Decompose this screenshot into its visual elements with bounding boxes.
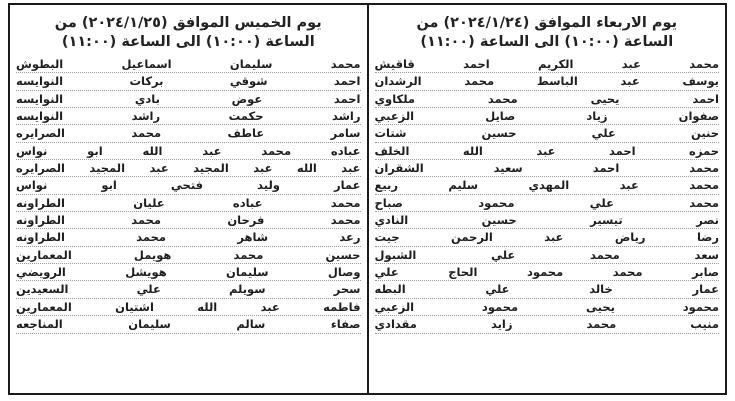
name-row: محمد سليمان اسماعيل البطوش bbox=[16, 56, 361, 73]
name-row: محمد عبد المهدي سليم ربيع bbox=[375, 177, 720, 194]
name-row: عمار خالد علي البطه bbox=[375, 281, 720, 298]
name-row: احمد يحيى محمد ملكاوي bbox=[375, 91, 720, 108]
name-row: محمد احمد سعيد الشقران bbox=[375, 160, 720, 177]
column-header bbox=[16, 5, 361, 56]
name-row: منيب محمد زايد مقدادي bbox=[375, 316, 720, 333]
name-row: نصر تيسير حسين النادي bbox=[375, 212, 720, 229]
name-row: سامر عاطف محمد الصرايره bbox=[16, 125, 361, 142]
name-row: احمد شوقي بركات النوايسه bbox=[16, 73, 361, 90]
header-time-line: الساعة (١٠:٠٠) الى الساعة (١١:٠٠) bbox=[420, 34, 674, 50]
name-row: حمزه احمد عبد الله الخلف bbox=[375, 143, 720, 160]
header-date-line: يوم الخميس الموافق (٢٠٢٤/١/٢٥) من bbox=[54, 15, 322, 31]
name-row: صفوان زياد صايل الزعبي bbox=[375, 108, 720, 125]
name-row: محمد عباده عليان الطراونه bbox=[16, 195, 361, 212]
name-row: محمد عبد الكريم احمد قاقيش bbox=[375, 56, 720, 73]
name-row: محمد فرحان محمد الطراونه bbox=[16, 212, 361, 229]
name-row: عباده محمد عبد الله ابو نواس bbox=[16, 143, 361, 160]
name-row: محمود يحيى محمود الزعبي bbox=[375, 299, 720, 316]
name-row: عمار وليد فتحي ابو نواس bbox=[16, 177, 361, 194]
name-row: رضا رياض عبد الرحمن جيت bbox=[375, 229, 720, 246]
column-header bbox=[375, 5, 720, 56]
column-thursday bbox=[10, 5, 369, 393]
name-row: محمد علي محمود صباح bbox=[375, 195, 720, 212]
name-row: سعد محمد علي الشبول bbox=[375, 247, 720, 264]
names-list bbox=[375, 56, 720, 334]
name-row: فاطمه عبد الله اشتيان المعمارين bbox=[16, 299, 361, 316]
names-list bbox=[16, 56, 361, 334]
name-row: حنين علي حسين شتات bbox=[375, 125, 720, 142]
header-time-line: الساعة (١٠:٠٠) الى الساعة (١١:٠٠) bbox=[61, 34, 315, 50]
name-row: صابر محمد محمود الحاج علي bbox=[375, 264, 720, 281]
name-row: راشد حكمت راشد النوايسه bbox=[16, 108, 361, 125]
name-row: وصال سليمان هويشل الرويضي bbox=[16, 264, 361, 281]
name-row: حسين محمد هويمل المعمارين bbox=[16, 247, 361, 264]
name-row: رعد شاهر محمد الطراونه bbox=[16, 229, 361, 246]
announcement-frame bbox=[8, 3, 727, 395]
column-wednesday bbox=[369, 5, 726, 393]
name-row: عبد الله عبد المجيد عبد المجيد الصرايره bbox=[16, 160, 361, 177]
name-row: احمد عوض بادي النوايسه bbox=[16, 91, 361, 108]
name-row: يوسف عبد الباسط محمد الرشدان bbox=[375, 73, 720, 90]
name-row: سحر سويلم علي السعيدين bbox=[16, 281, 361, 298]
name-row: صفاء سالم سليمان المناجعه bbox=[16, 316, 361, 333]
header-date-line: يوم الاربعاء الموافق (٢٠٢٤/١/٢٤) من bbox=[416, 15, 678, 31]
